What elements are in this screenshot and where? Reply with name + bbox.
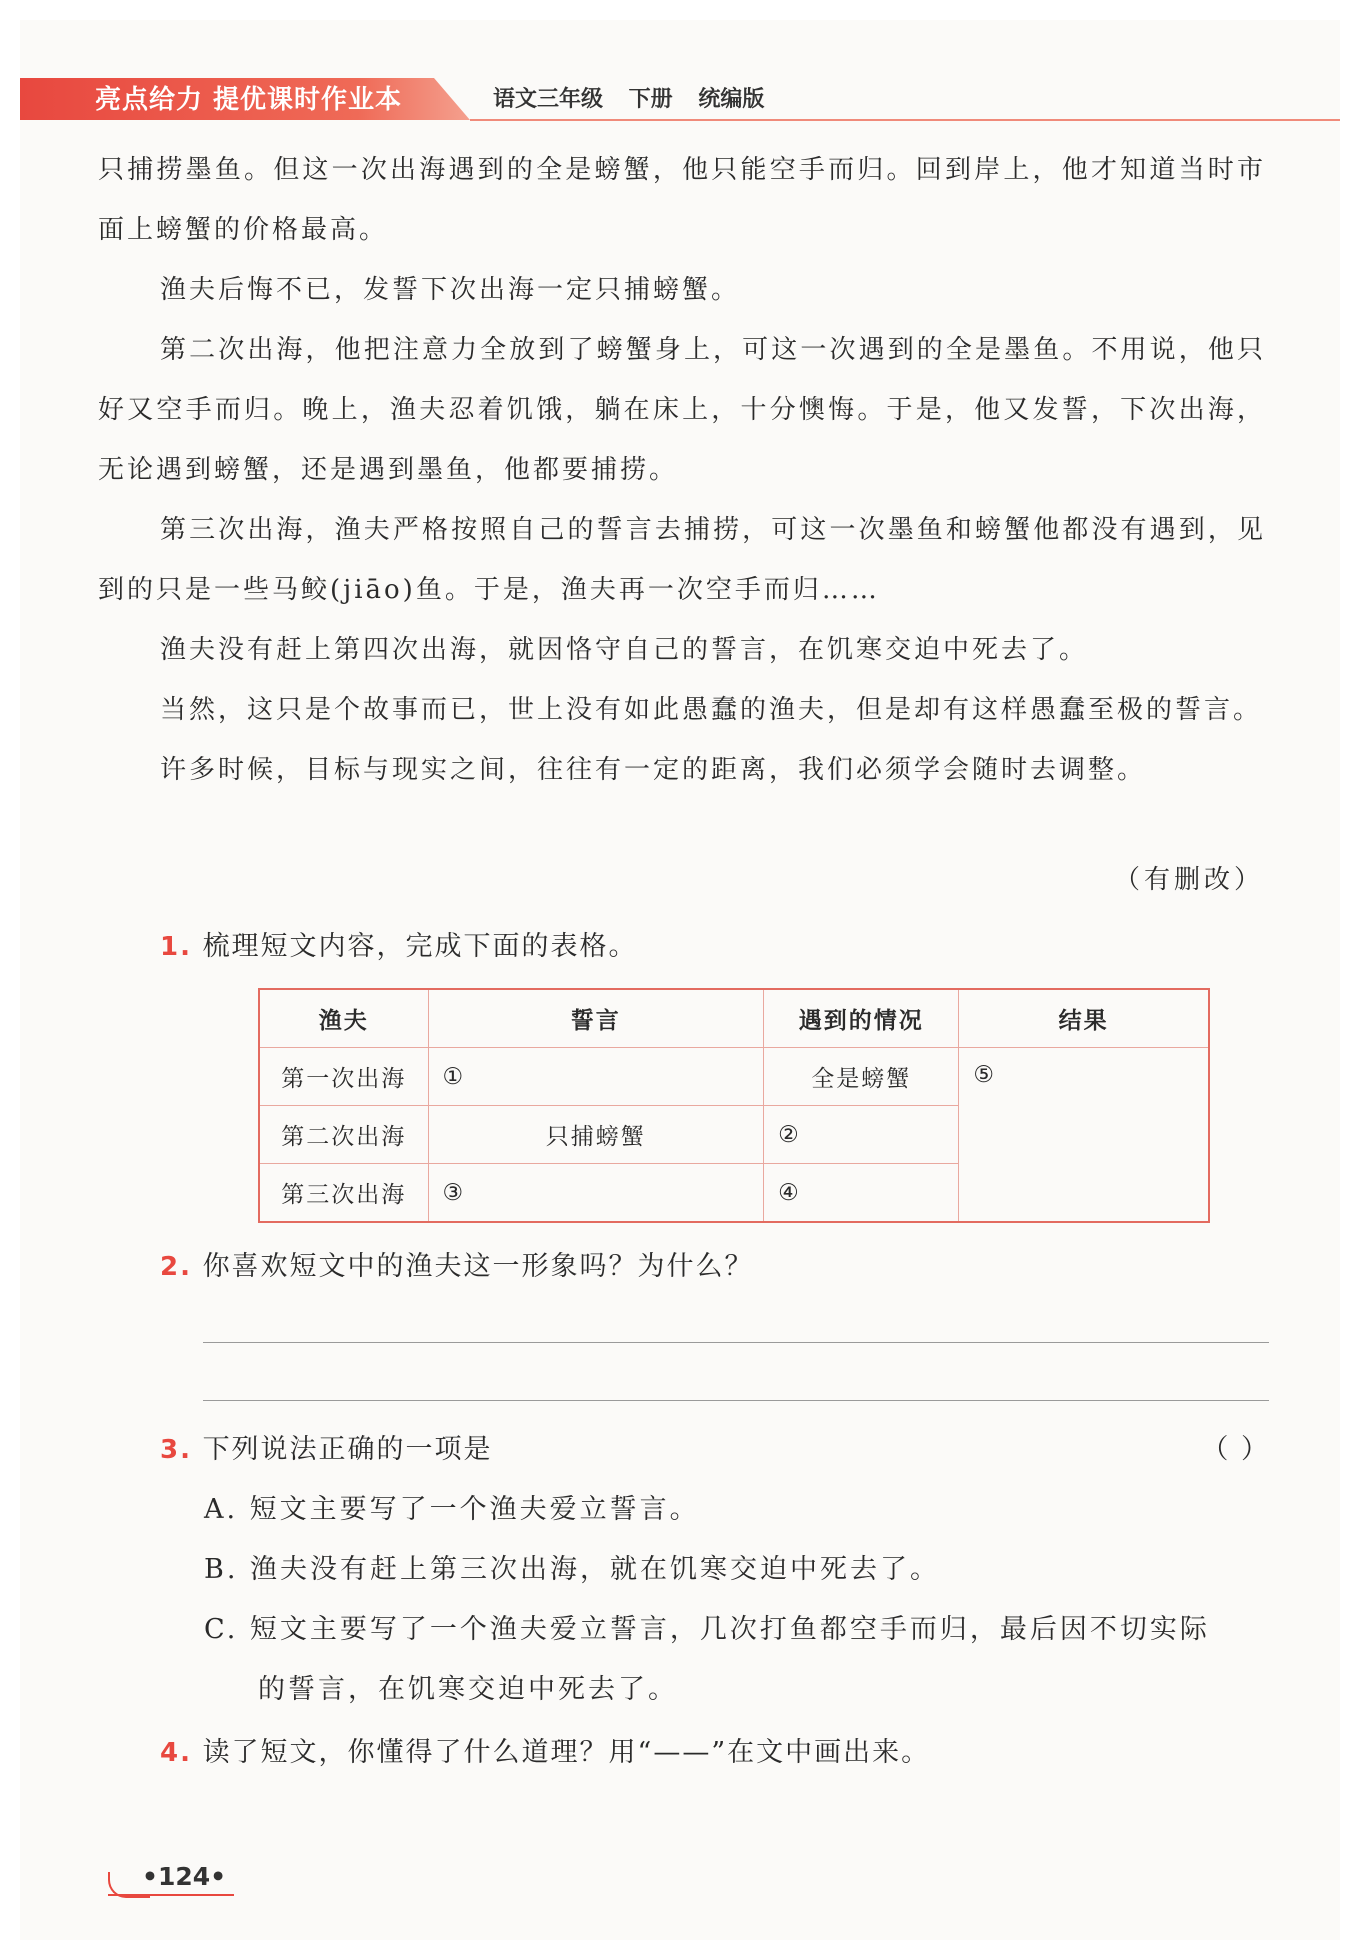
- table-header: 渔夫: [259, 989, 428, 1048]
- row-label: 第二次出海: [259, 1106, 428, 1164]
- option-a: A. 短文主要写了一个渔夫爱立誓言。: [204, 1494, 700, 1525]
- question-number: 3.: [160, 1435, 192, 1465]
- answer-line[interactable]: [203, 1342, 1269, 1343]
- answer-table: [258, 988, 1210, 1223]
- table-header: 遇到的情况: [764, 989, 959, 1048]
- question-number: 1.: [160, 932, 192, 962]
- question-text: 你喜欢短文中的渔夫这一形象吗？为什么？: [202, 1251, 754, 1282]
- table-row: [259, 1048, 1209, 1106]
- page-number: •124•: [142, 1862, 227, 1891]
- row-label: 第三次出海: [259, 1164, 428, 1223]
- option-b: B. 渔夫没有赶上第三次出海，就在饥寒交迫中死去了。: [204, 1554, 941, 1585]
- table-header: 结果: [959, 989, 1209, 1048]
- header-brand: 亮点给力 提优课时作业本: [95, 85, 403, 115]
- situation-cell: 全是螃蟹: [764, 1048, 959, 1106]
- page-number-underline: [108, 1894, 234, 1896]
- option-c-line1: C. 短文主要写了一个渔夫爱立誓言，几次打鱼都空手而归，最后因不切实际: [204, 1614, 1210, 1645]
- question-3: [160, 1425, 1270, 1475]
- oath-cell: 只捕螃蟹: [428, 1106, 764, 1164]
- passage-paragraph: 只捕捞墨鱼。但这一次出海遇到的全是螃蟹，他只能空手而归。回到岸上，他才知道当时市面上螃蟹的价格最高。: [98, 155, 1266, 245]
- answer-line[interactable]: [203, 1400, 1269, 1401]
- question-text: 梳理短文内容，完成下面的表格。: [202, 931, 638, 962]
- passage-paragraph: 第三次出海，渔夫严格按照自己的誓言去捕捞，可这一次墨鱼和螃蟹他都没有遇到，见到的只是一些马鲛(jiāo)鱼。于是，渔夫再一次空手而归……: [98, 515, 1266, 605]
- passage-paragraph: 第二次出海，他把注意力全放到了螃蟹身上，可这一次遇到的全是墨鱼。不用说，他只好又空手而归。晚上，渔夫忍着饥饿，躺在床上，十分懊悔。于是，他又发誓，下次出海，无论遇到螃蟹，还是遇到墨鱼，他都要捕捞。: [98, 335, 1266, 485]
- question-2: [160, 1242, 754, 1292]
- question-4: [160, 1728, 930, 1778]
- header-meta: 语文三年级 下册 统编版: [493, 87, 765, 112]
- answer-bracket[interactable]: （ ）: [1201, 1434, 1270, 1465]
- passage-paragraph: 渔夫后悔不已，发誓下次出海一定只捕螃蟹。: [160, 275, 741, 305]
- table-header-row: [259, 989, 1209, 1048]
- question-number: 2.: [160, 1252, 192, 1282]
- result-cell[interactable]: ⑤: [959, 1048, 1209, 1223]
- situation-cell[interactable]: ②: [764, 1106, 959, 1164]
- oath-cell[interactable]: ③: [428, 1164, 764, 1223]
- option-c-line2: 的誓言，在饥寒交迫中死去了。: [258, 1674, 678, 1705]
- question-text: 下列说法正确的一项是: [202, 1434, 493, 1465]
- row-label: 第一次出海: [259, 1048, 428, 1106]
- header-rule: [470, 119, 1340, 121]
- situation-cell[interactable]: ④: [764, 1164, 959, 1223]
- question-1: [160, 922, 638, 972]
- passage-paragraph: 当然，这只是个故事而已，世上没有如此愚蠢的渔夫，但是却有这样愚蠢至极的誓言。: [160, 695, 1263, 725]
- passage-paragraph: 许多时候，目标与现实之间，往往有一定的距离，我们必须学会随时去调整。: [160, 755, 1147, 785]
- passage-paragraph: 渔夫没有赶上第四次出海，就因恪守自己的誓言，在饥寒交迫中死去了。: [160, 635, 1089, 665]
- question-text: 读了短文，你懂得了什么道理？用“——”在文中画出来。: [202, 1737, 931, 1768]
- option-c: [204, 1600, 1274, 1720]
- oath-cell[interactable]: ①: [428, 1048, 764, 1106]
- source-note: （有删改）: [1113, 865, 1264, 895]
- table-header: 誓言: [428, 989, 764, 1048]
- passage: [98, 140, 1266, 800]
- question-number: 4.: [160, 1738, 192, 1768]
